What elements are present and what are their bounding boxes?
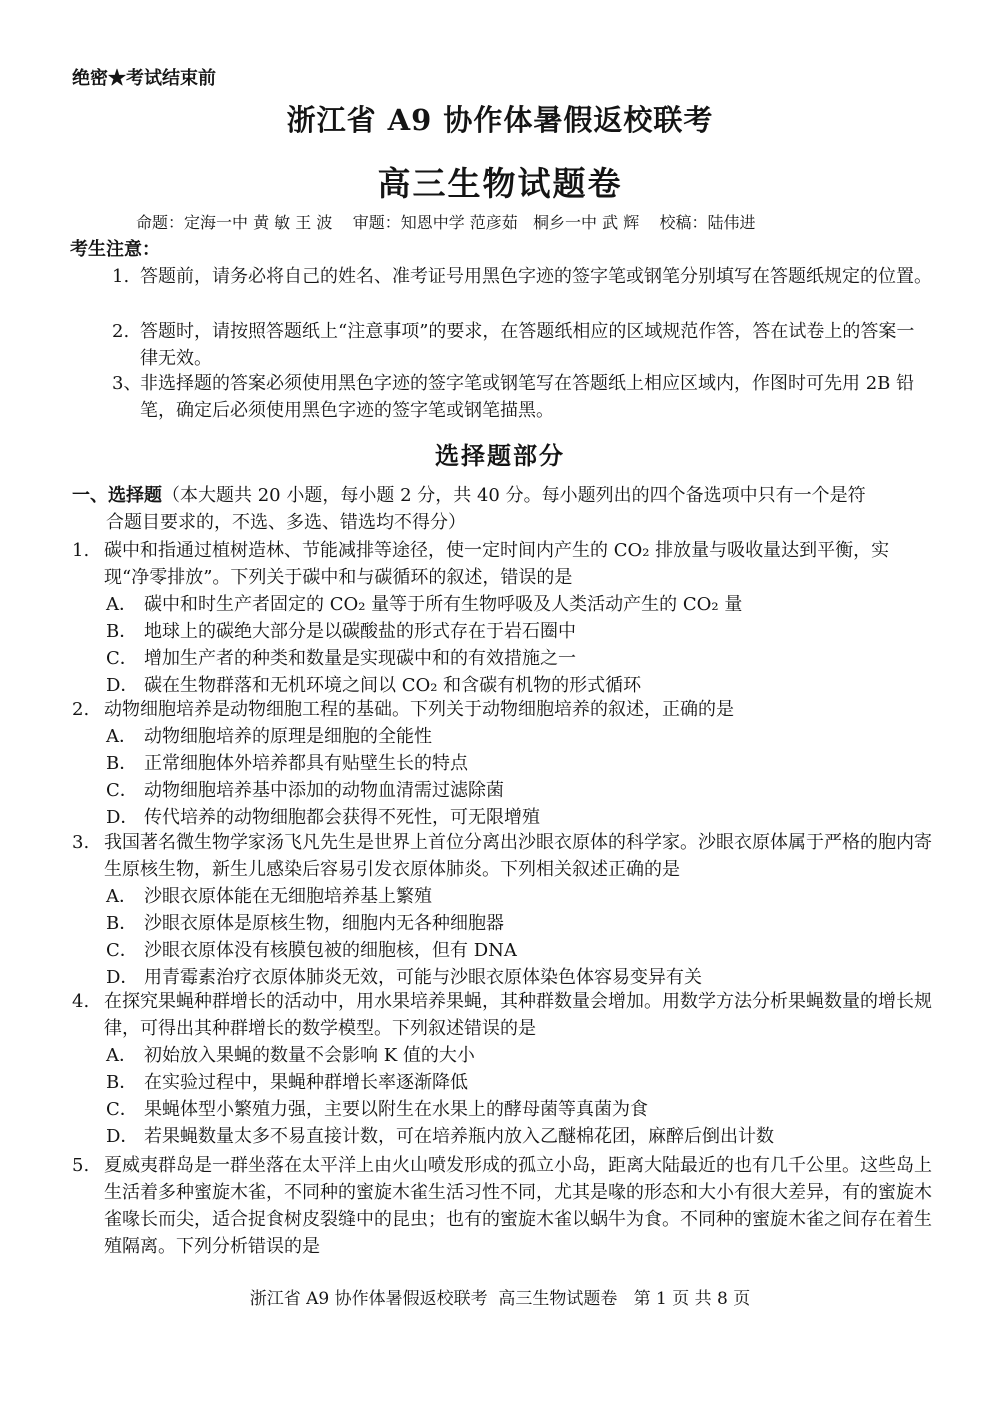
question-stem [72, 829, 934, 883]
question-number: 4. [72, 991, 90, 1012]
notice-item-number: 3、 [112, 373, 142, 394]
option-letter: D． [106, 1126, 139, 1147]
part-label: 一、选择题 [72, 485, 162, 506]
authors-line: 命题：定海一中 黄 敏 王 波 审题：知恩中学 范彦茹 桐乡一中 武 辉 校稿：陆伟进 [136, 213, 756, 232]
notice-item-text: 答题前，请务必将自己的姓名、准考证号用黑色字迹的签字笔或钢笔分别填写在答题纸规定的位置。 [140, 266, 932, 287]
question-number: 5. [72, 1155, 90, 1176]
option-a [72, 883, 934, 910]
option-text: 若果蝇数量太多不易直接计数，可在培养瓶内放入乙醚棉花团，麻醉后倒出计数 [144, 1126, 774, 1147]
option-d [72, 964, 934, 991]
option-text: 沙眼衣原体能在无细胞培养基上繁殖 [144, 886, 432, 907]
option-d [72, 672, 934, 699]
question-stem-text: 动物细胞培养是动物细胞工程的基础。下列关于动物细胞培养的叙述，正确的是 [104, 699, 734, 720]
option-text: 动物细胞培养的原理是细胞的全能性 [144, 726, 432, 747]
notice-item-number: 1. [112, 266, 130, 287]
exam-title: 浙江省 A9 协作体暑假返校联考 [286, 103, 714, 137]
part-description-continued: 合题目要求的，不选、多选、错选均不得分） [106, 512, 466, 533]
option-text: 在实验过程中，果蝇种群增长率逐渐降低 [144, 1072, 468, 1093]
option-letter: A． [106, 1045, 137, 1066]
option-letter: A． [106, 594, 137, 615]
notice-item-text: 答题时，请按照答题纸上“注意事项”的要求，在答题纸相应的区域规范作答，答在试卷上的答案一律无效。 [140, 321, 915, 369]
option-b [72, 910, 934, 937]
option-text: 碳在生物群落和无机环境之间以 CO₂ 和含碳有机物的形式循环 [144, 675, 642, 696]
part-description: （本大题共 20 小题，每小题 2 分，共 40 分。每小题列出的四个备选项中只有一个是符 [162, 485, 866, 506]
notice-heading: 考生注意： [70, 239, 160, 260]
option-a [72, 591, 934, 618]
question-3 [72, 829, 934, 991]
option-letter: C． [106, 1099, 138, 1120]
option-a [72, 723, 934, 750]
option-c [72, 777, 934, 804]
option-text: 碳中和时生产者固定的 CO₂ 量等于所有生物呼吸及人类活动产生的 CO₂ 量 [144, 594, 743, 615]
option-c [72, 1096, 934, 1123]
option-text: 用青霉素治疗衣原体肺炎无效，可能与沙眼衣原体染色体容易变异有关 [144, 967, 702, 988]
question-number: 2. [72, 699, 90, 720]
option-letter: C． [106, 940, 138, 961]
option-letter: B． [106, 913, 138, 934]
option-b [72, 750, 934, 777]
option-text: 正常细胞体外培养都具有贴壁生长的特点 [144, 753, 468, 774]
question-number: 3. [72, 832, 90, 853]
question-number: 1. [72, 540, 90, 561]
option-letter: C． [106, 648, 138, 669]
option-letter: A． [106, 886, 137, 907]
option-letter: D． [106, 675, 139, 696]
secret-label: 绝密★考试结束前 [72, 68, 216, 89]
option-text: 动物细胞培养基中添加的动物血清需过滤除菌 [144, 780, 504, 801]
question-stem [72, 537, 934, 591]
option-c [72, 937, 934, 964]
question-stem [72, 1152, 934, 1260]
section-title: 选择题部分 [435, 441, 565, 470]
notice-item [112, 370, 932, 424]
option-text: 地球上的碳绝大部分是以碳酸盐的形式存在于岩石圈中 [144, 621, 576, 642]
question-stem [72, 988, 934, 1042]
option-text: 沙眼衣原体没有核膜包被的细胞核，但有 DNA [144, 940, 517, 961]
question-stem-text: 我国著名微生物学家汤飞凡先生是世界上首位分离出沙眼衣原体的科学家。沙眼衣原体属于严格的胞内寄生原核生物，新生儿感染后容易引发衣原体肺炎。下列相关叙述正确的是 [104, 832, 932, 880]
option-letter: C． [106, 780, 138, 801]
option-text: 沙眼衣原体是原核生物，细胞内无各种细胞器 [144, 913, 504, 934]
question-stem-text: 在探究果蝇种群增长的活动中，用水果培养果蝇，其种群数量会增加。用数学方法分析果蝇数量的增长规律，可得出其种群增长的数学模型。下列叙述错误的是 [104, 991, 932, 1039]
page-footer: 浙江省 A9 协作体暑假返校联考 高三生物试题卷 第 1 页 共 8 页 [249, 1289, 751, 1309]
part-heading [72, 482, 932, 536]
option-letter: B． [106, 753, 138, 774]
question-stem-text: 碳中和指通过植树造林、节能减排等途径，使一定时间内产生的 CO₂ 排放量与吸收量达到平衡，实现“净零排放”。下列关于碳中和与碳循环的叙述，错误的是 [104, 540, 890, 588]
question-2 [72, 696, 934, 831]
notice-item [112, 263, 932, 290]
option-text: 增加生产者的种类和数量是实现碳中和的有效措施之一 [144, 648, 576, 669]
option-letter: D． [106, 807, 139, 828]
option-text: 果蝇体型小繁殖力强，主要以附生在水果上的酵母菌等真菌为食 [144, 1099, 648, 1120]
question-4 [72, 988, 934, 1150]
option-b [72, 618, 934, 645]
question-5 [72, 1152, 934, 1260]
option-d [72, 1123, 934, 1150]
notice-item-text: 非选择题的答案必须使用黑色字迹的签字笔或钢笔写在答题纸上相应区域内，作图时可先用 2B 铅笔，确定后必须使用黑色字迹的签字笔或钢笔描黑。 [140, 373, 915, 421]
option-d [72, 804, 934, 831]
option-a [72, 1042, 934, 1069]
question-stem-text: 夏威夷群岛是一群坐落在太平洋上由火山喷发形成的孤立小岛，距离大陆最近的也有几千公里。这些岛上生活着多种蜜旋木雀，不同种的蜜旋木雀生活习性不同，尤其是喙的形态和大小有很大差异，有的蜜旋木雀喙长而尖，适合捉食树皮裂缝中的昆虫；也有的蜜旋木雀以蜗牛为食。不同种的蜜旋木雀之间存在着生殖隔离。下列分析错误的是 [104, 1155, 932, 1257]
option-letter: B． [106, 1072, 138, 1093]
option-letter: D． [106, 967, 139, 988]
option-text: 初始放入果蝇的数量不会影响 K 值的大小 [144, 1045, 475, 1066]
notice-item [112, 318, 932, 372]
option-text: 传代培养的动物细胞都会获得不死性，可无限增殖 [144, 807, 540, 828]
question-stem [72, 696, 934, 723]
paper-title: 高三生物试题卷 [377, 164, 623, 203]
option-letter: A． [106, 726, 137, 747]
option-letter: B． [106, 621, 138, 642]
notice-item-number: 2. [112, 321, 130, 342]
option-c [72, 645, 934, 672]
question-1 [72, 537, 934, 699]
option-b [72, 1069, 934, 1096]
